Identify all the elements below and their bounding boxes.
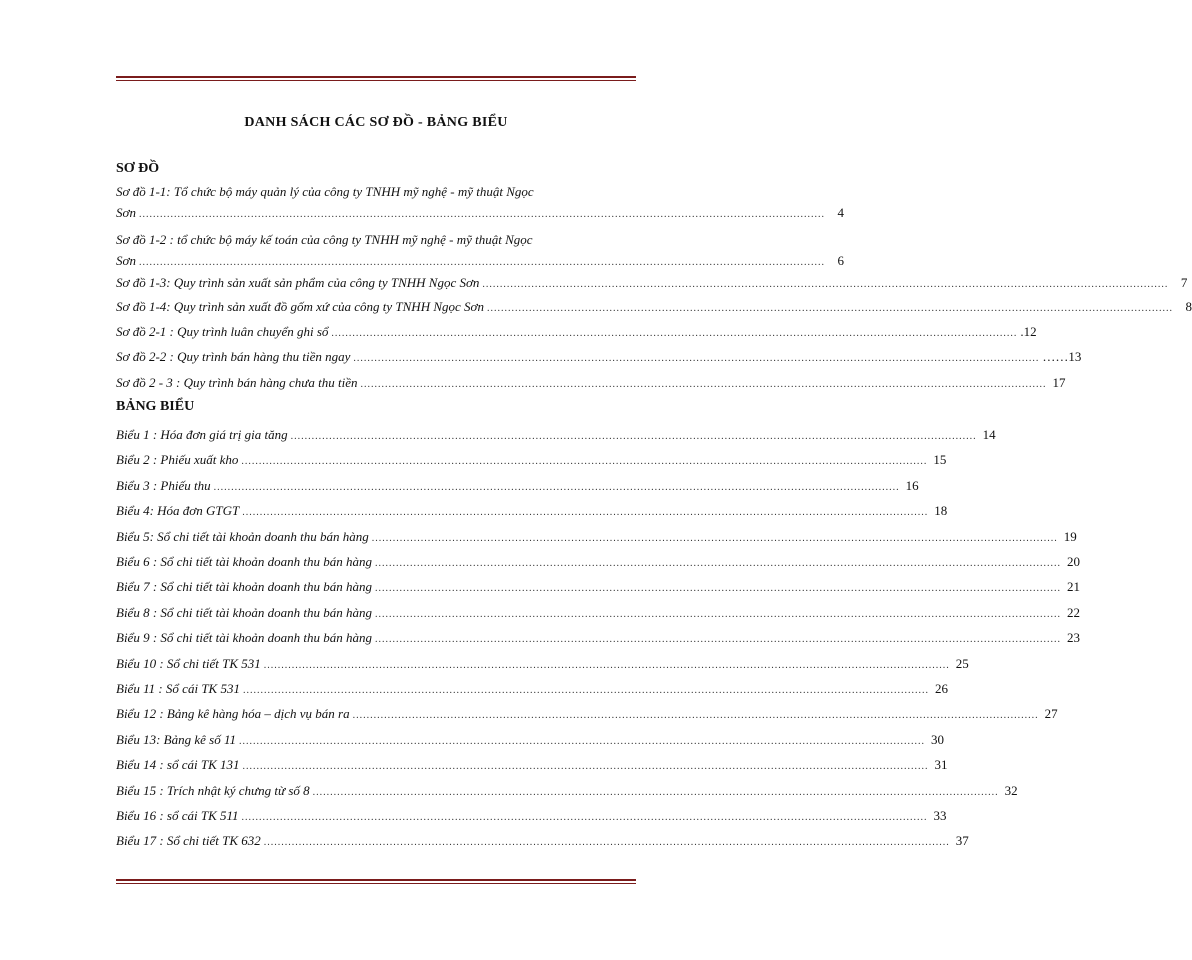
entry-page: 37 — [955, 833, 969, 849]
entry-label: Sơ đồ 1-2 : tổ chức bộ máy kế toán của công ty TNHH mỹ nghệ - mỹ thuật Ngọc — [116, 232, 533, 247]
toc-entry-table-1 — [116, 424, 996, 447]
toc-entry-table-11 — [116, 678, 948, 701]
entry-label: Biểu 10 : Sổ chi tiết TK 531 — [116, 655, 261, 671]
toc-entry-table-3 — [116, 475, 919, 498]
entry-page: 32 — [1004, 782, 1018, 798]
toc-entry-table-10 — [116, 653, 969, 676]
leader-dots: .................................................................................................................................................................................................... — [241, 812, 928, 823]
leader-dots: .................................................................................................................................................................................................... — [312, 786, 999, 798]
entry-page: ……13 — [1042, 349, 1082, 364]
entry-page: 8 — [1185, 299, 1192, 314]
entry-label: Biểu 7 : Sổ chi tiết tài khoản doanh thu bán hàng — [116, 579, 372, 595]
entry-label: Biểu 12 : Bảng kê hàng hóa – dịch vụ bán ra — [116, 706, 350, 722]
leader-dots: .................................................................................................................................................................................................... — [238, 735, 925, 747]
entry-label: Sơ đồ 1-4: Quy trình sản xuất đồ gốm xứ của công ty TNHH Ngọc Sơn — [116, 299, 484, 314]
entry-label: Biểu 14 : sổ cái TK 131 — [116, 757, 240, 773]
entry-label: Biểu 8 : Sổ chi tiết tài khoản doanh thu bán hàng — [116, 604, 372, 620]
leader-dots: .................................................................................................................................................................................................... — [375, 634, 1061, 646]
toc-entry-table-9 — [116, 627, 1080, 650]
entry-page: 33 — [933, 808, 947, 823]
leader-dots: .................................................................................................................................................................................................... — [138, 209, 825, 220]
entry-page: 19 — [1063, 528, 1077, 544]
leader-dots: .................................................................................................................................................................................................... — [263, 837, 950, 849]
toc-entry-diagram-2 — [116, 229, 844, 273]
toc-entry-table-7 — [116, 576, 1080, 599]
entry-page: 6 — [837, 253, 844, 268]
toc-entry-diagram-4 — [116, 296, 1192, 319]
entry-label: Biểu 11 : Sổ cái TK 531 — [116, 681, 240, 696]
leader-dots: .................................................................................................................................................................................................... — [213, 481, 900, 493]
toc-entry-diagram-3 — [116, 272, 1188, 295]
entry-label: Sơ đồ 2 - 3 : Quy trình bán hàng chưa thu tiền — [116, 375, 358, 390]
leader-dots: .................................................................................................................................................................................................... — [486, 303, 1173, 314]
entry-page: 15 — [933, 452, 947, 468]
toc-entry-table-12 — [116, 703, 1058, 726]
rule-line — [116, 80, 636, 81]
rule-line — [116, 76, 636, 78]
toc-entry-table-4 — [116, 500, 948, 523]
toc-entry-table-8 — [116, 602, 1080, 625]
entry-label-cont: Sơn — [116, 253, 136, 268]
entry-page: 22 — [1067, 604, 1080, 620]
leader-dots: .................................................................................................................................................................................................... — [482, 279, 1169, 290]
leader-dots: .................................................................................................................................................................................................... — [241, 456, 928, 468]
leader-dots: .................................................................................................................................................................................................... — [375, 608, 1061, 620]
entry-label: Biểu 4: Hóa đơn GTGT — [116, 503, 240, 519]
leader-dots: .................................................................................................................................................................................................... — [371, 532, 1058, 544]
entry-page: 25 — [955, 655, 969, 671]
leader-dots: .................................................................................................................................................................................................... — [352, 710, 1039, 722]
page-title: DANH SÁCH CÁC SƠ ĐỒ - BẢNG BIỂU — [244, 115, 508, 130]
toc-entry-table-15 — [116, 780, 1018, 803]
section-heading-diagrams: SƠ ĐỒ — [116, 161, 160, 176]
rule-line — [116, 879, 636, 881]
entry-page: 20 — [1067, 554, 1080, 569]
entry-label: Biểu 1 : Hóa đơn giá trị gia tăng — [116, 427, 288, 442]
entry-label: Sơ đồ 1-1: Tổ chức bộ máy quản lý của công ty TNHH mỹ nghệ - mỹ thuật Ngọc — [116, 184, 534, 199]
entry-label: Sơ đồ 2-1 : Quy trình luân chuyển ghi sổ — [116, 324, 329, 339]
leader-dots: .................................................................................................................................................................................................... — [375, 558, 1061, 569]
section-heading-tables: BẢNG BIỂU — [116, 399, 195, 414]
entry-page: 17 — [1052, 375, 1066, 390]
entry-label: Biểu 17 : Sổ chi tiết TK 632 — [116, 833, 261, 849]
entry-label: Biểu 6 : Sổ chi tiết tài khoản doanh thu bán hàng — [116, 554, 372, 569]
toc-entry-table-6 — [116, 551, 1080, 574]
leader-dots: .................................................................................................................................................................................................... — [242, 761, 929, 773]
entry-label: Biểu 16 : sổ cái TK 511 — [116, 808, 239, 823]
entry-label: Biểu 13: Bảng kê số 11 — [116, 731, 236, 747]
toc-entry-table-5 — [116, 526, 1077, 549]
toc-entry-table-14 — [116, 754, 948, 777]
toc-entry-diagram-5 — [116, 321, 1037, 344]
entry-label: Biểu 2 : Phiếu xuất kho — [116, 452, 239, 468]
toc-entry-table-16 — [116, 805, 947, 828]
entry-label: Biểu 3 : Phiếu thu — [116, 477, 211, 493]
entry-page: 16 — [905, 477, 919, 493]
top-rule — [116, 76, 636, 83]
leader-dots: .................................................................................................................................................................................................... — [138, 257, 825, 268]
leader-dots: .................................................................................................................................................................................................... — [263, 659, 950, 671]
toc-entry-table-2 — [116, 449, 947, 472]
entry-label: Biểu 9 : Sổ chi tiết tài khoản doanh thu bán hàng — [116, 630, 372, 646]
leader-dots: .................................................................................................................................................................................................... — [360, 379, 1047, 390]
leader-dots: .................................................................................................................................................................................................... — [290, 431, 977, 442]
entry-page: 18 — [934, 503, 948, 519]
entry-page: 31 — [934, 757, 948, 773]
entry-page: 7 — [1180, 275, 1188, 290]
leader-dots: .................................................................................................................................................................................................... — [331, 328, 1018, 339]
leader-dots: .................................................................................................................................................................................................... — [242, 685, 929, 696]
toc-entry-diagram-7 — [116, 372, 1066, 395]
entry-label: Sơ đồ 2-2 : Quy trình bán hàng thu tiền ngay — [116, 349, 351, 364]
entry-page: 30 — [930, 731, 944, 747]
leader-dots: .................................................................................................................................................................................................... — [242, 507, 929, 519]
toc-entry-table-13 — [116, 729, 944, 752]
rule-line — [116, 883, 636, 884]
toc-entry-table-17 — [116, 830, 969, 853]
toc-entry-diagram-1 — [116, 181, 844, 225]
entry-label-cont: Sơn — [116, 205, 136, 220]
bottom-rule — [116, 879, 636, 886]
entry-label: Sơ đồ 1-3: Quy trình sản xuất sản phẩm của công ty TNHH Ngọc Sơn — [116, 275, 480, 290]
entry-page: 26 — [934, 681, 948, 696]
entry-page: 21 — [1067, 579, 1080, 595]
entry-label: Biểu 5: Sổ chi tiết tài khoản doanh thu bán hàng — [116, 528, 369, 544]
entry-label: Biểu 15 : Trích nhật ký chưng từ số 8 — [116, 782, 310, 798]
toc-entry-diagram-6 — [116, 346, 1082, 369]
entry-page: 23 — [1067, 630, 1080, 646]
entry-page: 4 — [837, 205, 844, 220]
entry-page: .12 — [1020, 324, 1037, 339]
leader-dots: .................................................................................................................................................................................................... — [375, 583, 1061, 595]
entry-page: 14 — [982, 427, 996, 442]
entry-page: 27 — [1044, 706, 1058, 722]
leader-dots: .................................................................................................................................................................................................... — [353, 353, 1040, 364]
